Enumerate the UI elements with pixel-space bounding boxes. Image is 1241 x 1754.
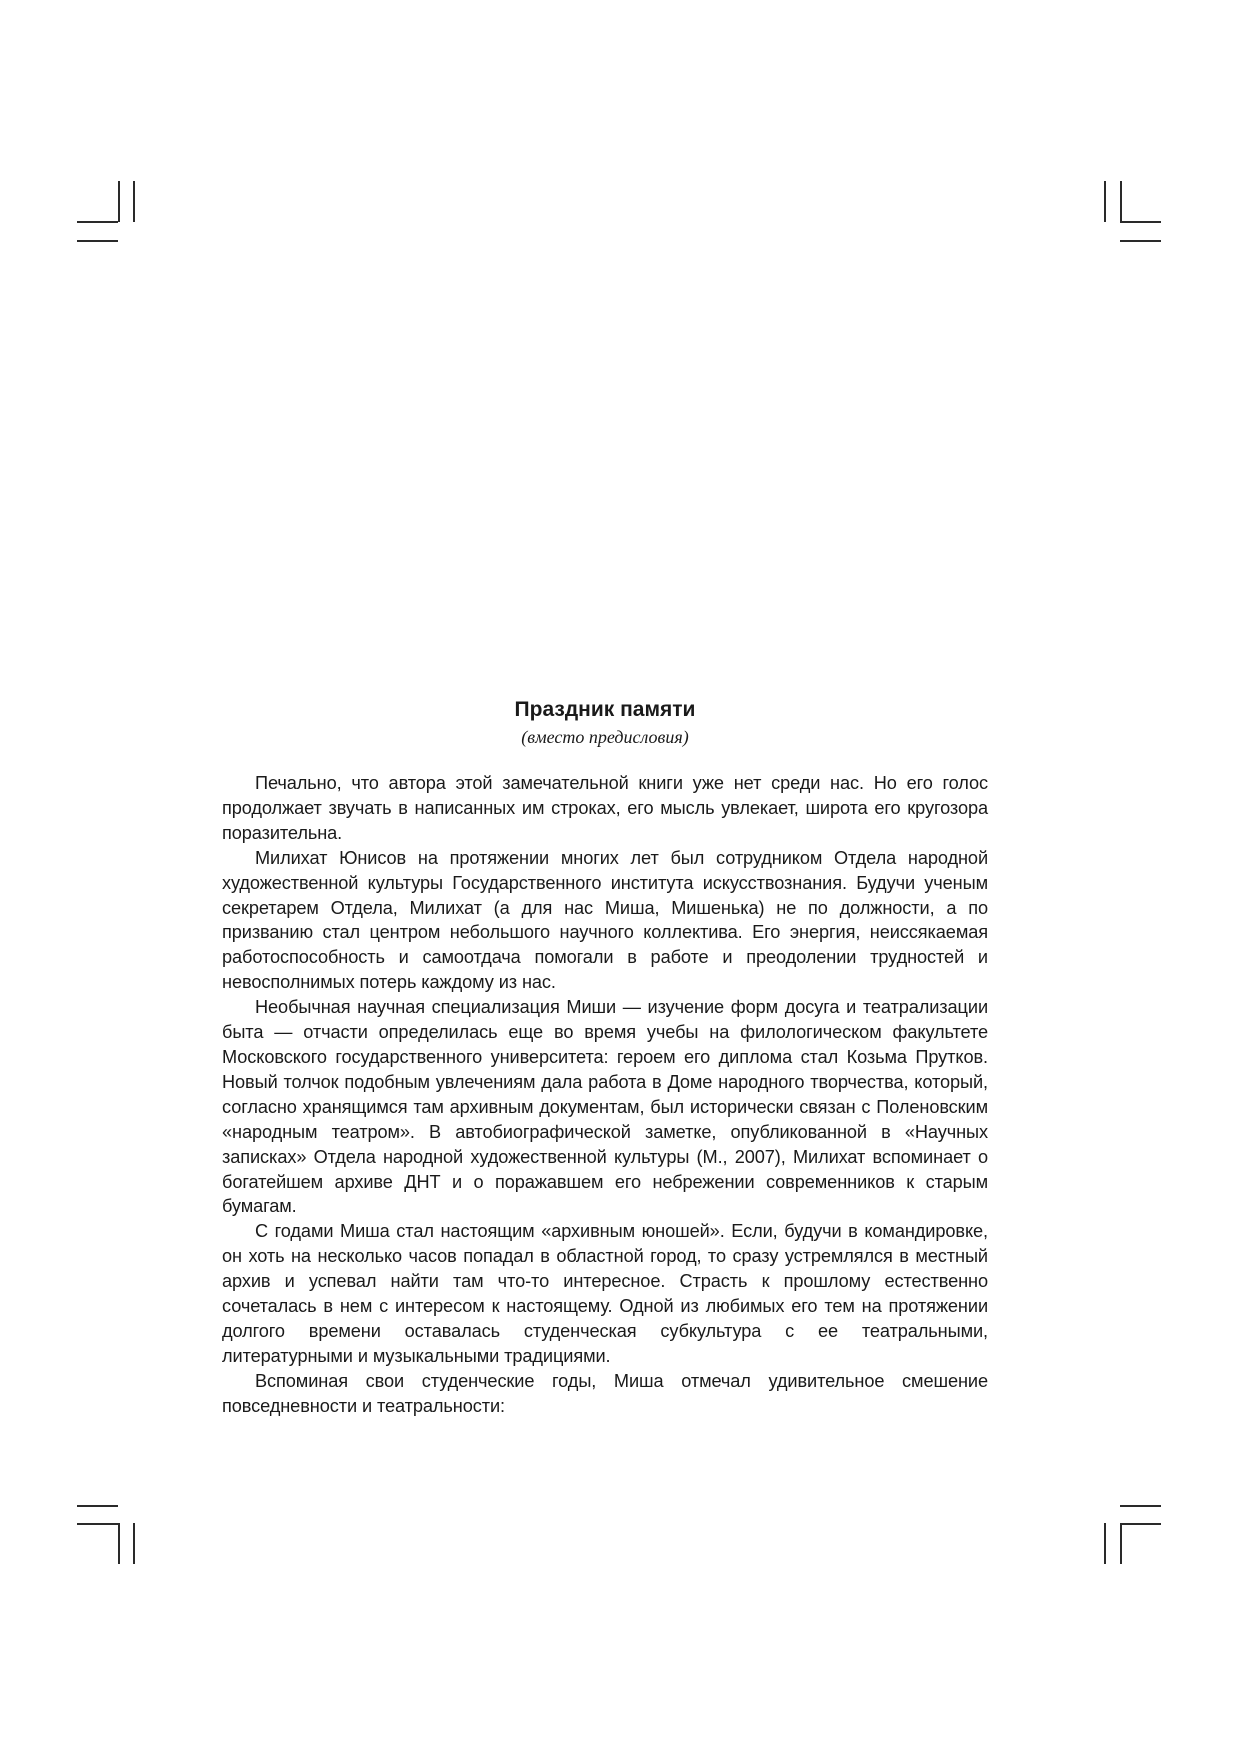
crop-mark-top-right-horizontal-upper xyxy=(1120,221,1161,223)
crop-mark-bottom-right-horizontal-lower xyxy=(1120,1523,1161,1525)
crop-mark-bottom-right-vertical-inner xyxy=(1104,1523,1106,1564)
crop-mark-bottom-left-horizontal-lower xyxy=(77,1523,118,1525)
paragraph-1: Печально, что автора этой замечательной книги уже нет среди нас. Но его голос продолжает звучать в написанных им строках, его мысль увлекает, широта его кругозора поразительна. xyxy=(222,773,988,843)
crop-mark-top-left-horizontal-lower xyxy=(77,240,118,242)
crop-mark-bottom-left-vertical-outer xyxy=(118,1523,120,1564)
paragraph-2: Милихат Юнисов на протяжении многих лет был сотрудником Отдела народной художественной культуры Государственного института искусствознания. Будучи ученым секретарем Отдела, Милихат (а для нас Миша, Мишенька) не по должности, а по призванию стал центром небольшого научного коллектива. Его энергия, неиссякаемая работоспособность и самоотдача помогали в работе и преодолении трудностей и невосполнимых потерь каждому из нас. xyxy=(222,847,988,993)
crop-mark-bottom-right-vertical-outer xyxy=(1120,1523,1122,1564)
crop-mark-top-right-vertical-inner xyxy=(1104,181,1106,222)
crop-mark-top-left-vertical-inner xyxy=(133,181,135,222)
paragraph-5: Вспоминая свои студенческие годы, Миша отмечал удивительное смешение повседневности и театральности: xyxy=(222,1370,988,1416)
crop-mark-top-left-vertical-outer xyxy=(118,181,120,222)
crop-mark-top-right-vertical-outer xyxy=(1120,181,1122,222)
crop-mark-bottom-left-horizontal-upper xyxy=(77,1505,118,1507)
article-subtitle: (вместо предисловия) xyxy=(521,727,689,747)
crop-mark-bottom-left-vertical-inner xyxy=(133,1523,135,1564)
article-title: Праздник памяти xyxy=(514,698,696,721)
crop-mark-top-left-horizontal-upper xyxy=(77,221,118,223)
crop-mark-bottom-right-horizontal-upper xyxy=(1120,1505,1161,1507)
crop-mark-top-right-horizontal-lower xyxy=(1120,240,1161,242)
paragraph-4: С годами Миша стал настоящим «архивным юношей». Если, будучи в командировке, он хоть на несколько часов попадал в областной город, то сразу устремлялся в местный архив и успевал найти там что-то интересное. Страсть к прошлому естественно сочеталась в нем с интересом к настоящему. Одной из любимых его тем на протяжении долгого времени оставалась студенческая субкультура с ее театральными, литературными и музыкальными традициями. xyxy=(222,1221,988,1366)
article-body xyxy=(222,771,988,1419)
paragraph-3: Необычная научная специализация Миши — изучение форм досуга и театрализации быта — отчасти определилась еще во время учебы на филологическом факультете Московского государственного университета: героем его диплома стал Козьма Прутков. Новый толчок подобным увлечениям дала работа в Доме народного творчества, который, согласно хранящимся там архивным документам, был исторически связан с Поленовским «народным театром». В автобиографической заметке, опубликованной в «Научных записках» Отдела народной художественной культуры (М., 2007), Милихат вспоминает о богатейшем архиве ДНТ и о поражавшем его небрежении современников к старым бумагам. xyxy=(222,997,988,1217)
